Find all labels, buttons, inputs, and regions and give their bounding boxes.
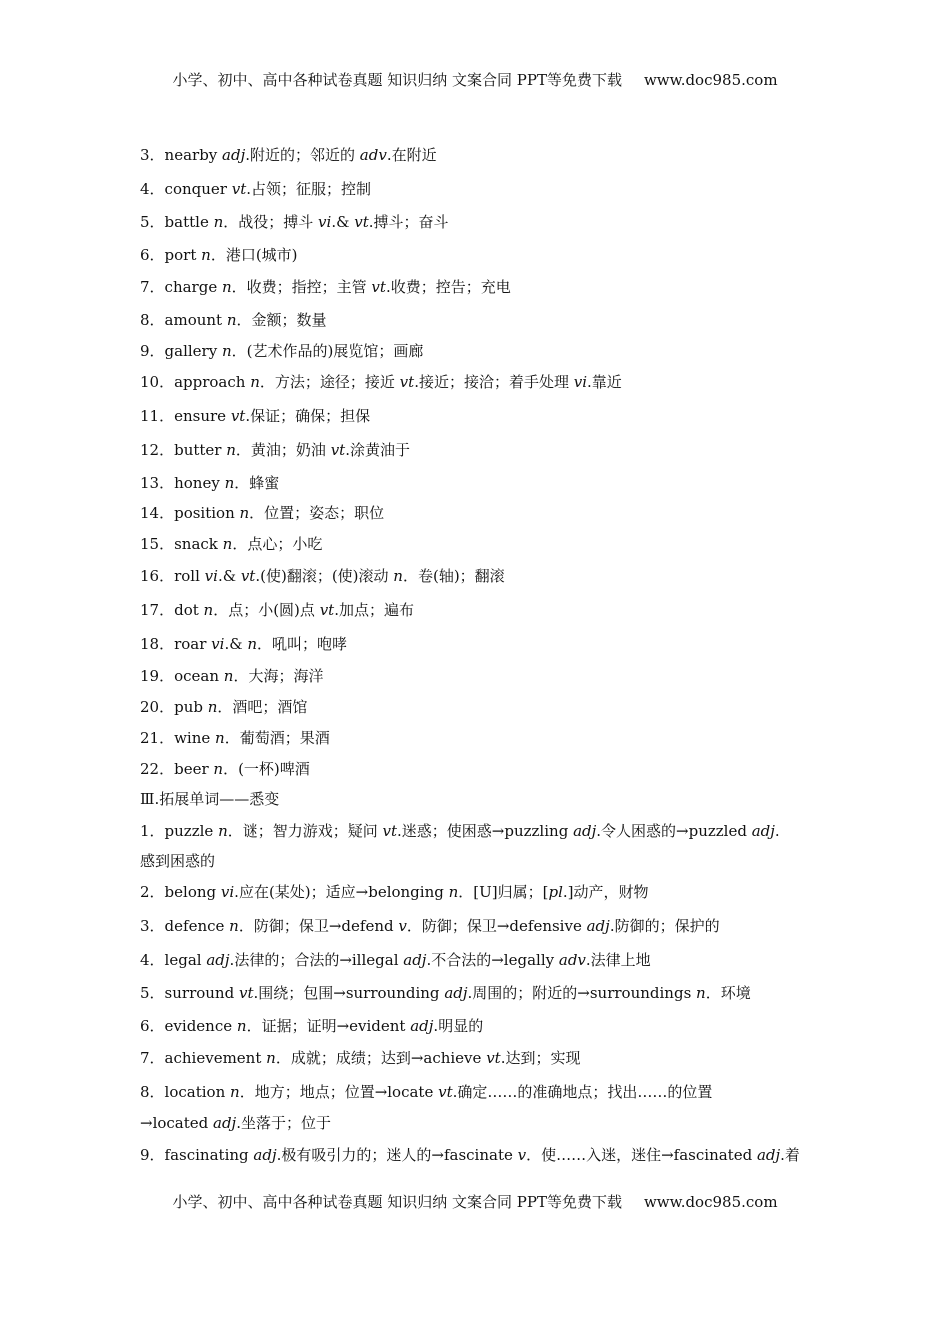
- list-item: 6．evidence n．证据；证明→evident adj.明显的: [140, 1017, 484, 1035]
- list-item: 1．puzzle n．谜；智力游戏；疑问 vt.迷惑；使困惑→puzzling adj.令人困惑的→puzzled adj.: [140, 822, 780, 840]
- list-item: 18．roar vi.& n．吼叫；咆哮: [140, 635, 348, 653]
- list-item: 16．roll vi.& vt.(使)翻滚；(使)滚动 n．卷(轴)；翻滚: [140, 567, 505, 585]
- list-item: 9．gallery n．(艺术作品的)展览馆；画廊: [140, 342, 424, 360]
- list-item: 5．surround vt.围绕；包围→surrounding adj.周围的；附近的→surroundings n．环境: [140, 984, 751, 1002]
- list-item: 8．amount n．金额；数量: [140, 311, 327, 329]
- header-url[interactable]: www.doc985.com: [643, 71, 778, 89]
- list-item: 15．snack n．点心；小吃: [140, 535, 323, 553]
- page-header: [0, 69, 950, 90]
- list-item: 8．location n．地方；地点；位置→locate vt.确定……的准确地点；找出……的位置: [140, 1083, 713, 1101]
- list-item: 10．approach n．方法；途径；接近 vt.接近；接洽；着手处理 vi.靠近: [140, 373, 622, 391]
- list-item: 4．legal adj.法律的；合法的→illegal adj.不合法的→legally adv.法律上地: [140, 951, 651, 969]
- list-item-continuation: →located adj.坐落于；位于: [140, 1114, 331, 1132]
- list-item: 17．dot n．点；小(圆)点 vt.加点；遍布: [140, 601, 414, 619]
- footer-text: 小学、初中、高中各种试卷真题 知识归纳 文案合同 PPT等免费下载: [172, 1193, 622, 1211]
- list-item: 13．honey n．蜂蜜: [140, 474, 280, 492]
- list-item: 5．battle n．战役；搏斗 vi.& vt.搏斗；奋斗: [140, 213, 449, 231]
- list-item-continuation: 感到困惑的: [140, 852, 216, 870]
- list-item: 7．achievement n．成就；成绩；达到→achieve vt.达到；实现: [140, 1049, 581, 1067]
- list-item: 19．ocean n．大海；海洋: [140, 667, 324, 685]
- list-item: 14．position n．位置；姿态；职位: [140, 504, 385, 522]
- section-heading: Ⅲ.拓展单词——悉变: [140, 790, 280, 808]
- list-item: 7．charge n．收费；指控；主管 vt.收费；控告；充电: [140, 278, 511, 296]
- list-item: 4．conquer vt.占领；征服；控制: [140, 180, 372, 198]
- list-item: 2．belong vi.应在(某处)；适应→belonging n．[U]归属；[pl.]动产，财物: [140, 883, 649, 901]
- header-text: 小学、初中、高中各种试卷真题 知识归纳 文案合同 PPT等免费下载: [172, 71, 622, 89]
- list-item: 21．wine n．葡萄酒；果酒: [140, 729, 330, 747]
- list-item: 20．pub n．酒吧；酒馆: [140, 698, 308, 716]
- page-footer: [0, 1191, 950, 1212]
- footer-url[interactable]: www.doc985.com: [643, 1193, 778, 1211]
- list-item: 12．butter n．黄油；奶油 vt.涂黄油于: [140, 441, 410, 459]
- list-item: 11．ensure vt.保证；确保；担保: [140, 407, 371, 425]
- list-item: 22．beer n．(一杯)啤酒: [140, 760, 310, 778]
- list-item: 3．nearby adj.附近的；邻近的 adv.在附近: [140, 146, 437, 164]
- list-item: 6．port n．港口(城市): [140, 246, 298, 264]
- list-item: 3．defence n．防御；保卫→defend v．防御；保卫→defensive adj.防御的；保护的: [140, 917, 720, 935]
- list-item: 9．fascinating adj.极有吸引力的；迷人的→fascinate v．使……入迷，迷住→fascinated adj.着: [140, 1146, 800, 1164]
